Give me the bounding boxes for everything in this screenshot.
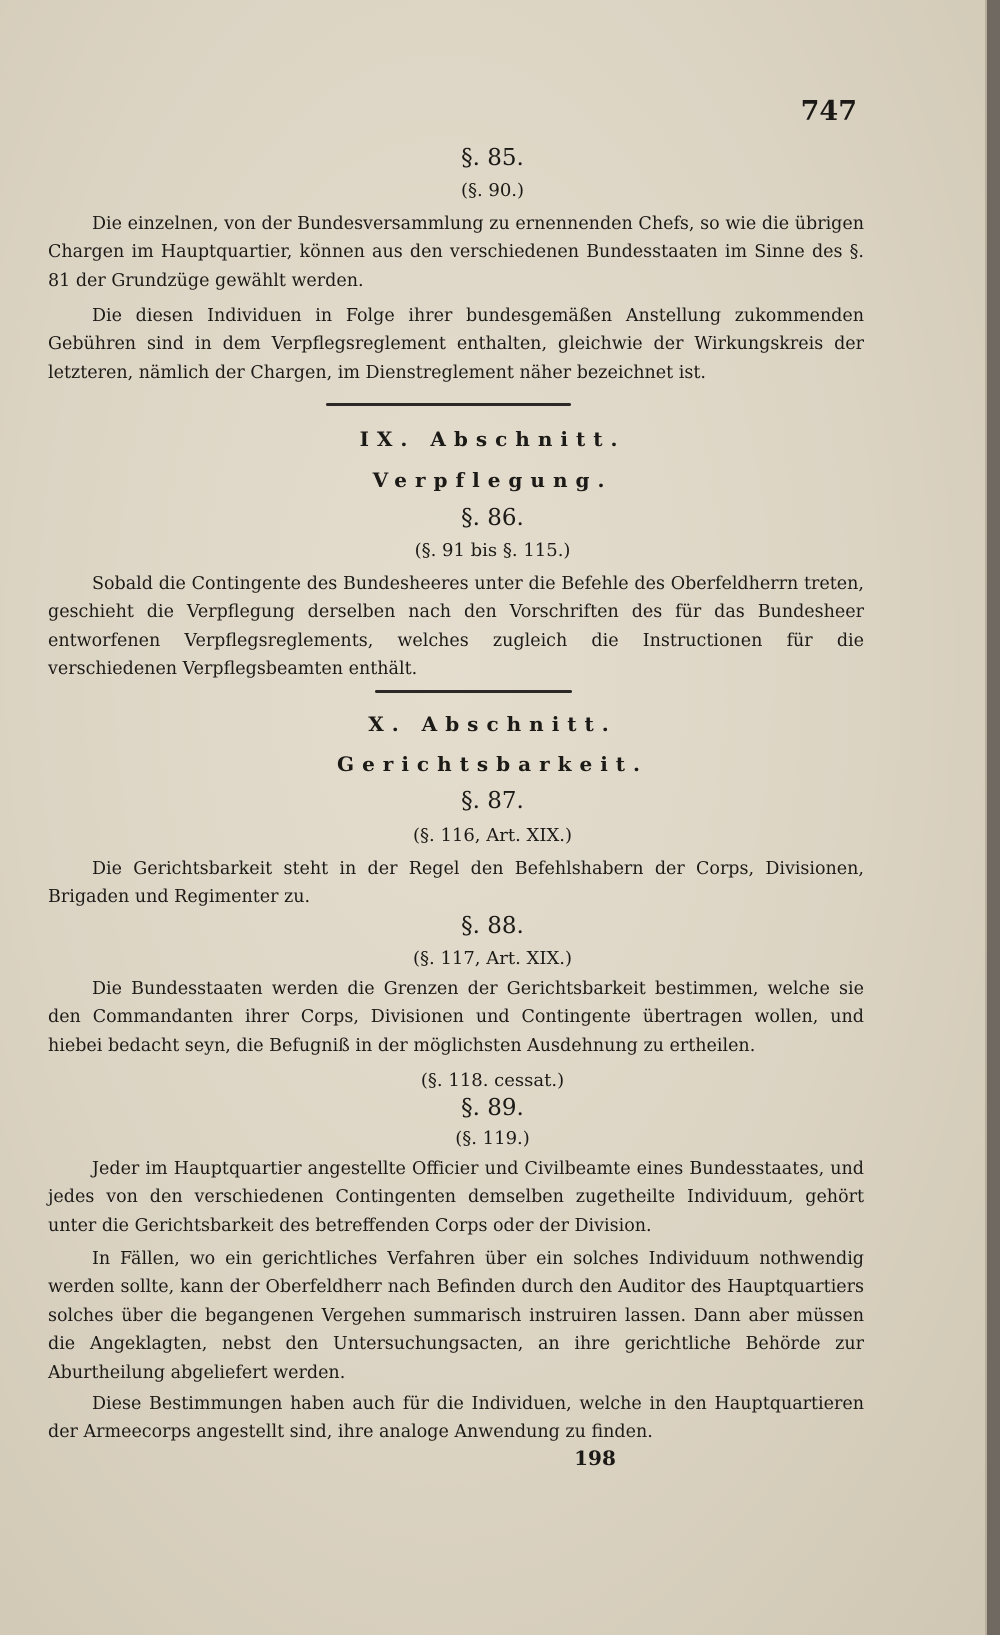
divider-rule	[326, 403, 571, 406]
section-85-title: §. 85.	[461, 145, 524, 171]
paragraph-89-3: Diese Bestimmungen haben auch für die Individuen, welche in den Hauptquartieren der Armeecorps angestellt sind, ihre analoge Anwendung zu finden.	[48, 1394, 864, 1443]
paragraph-85-2: Die diesen Individuen in Folge ihrer bundesgemäßen Anstellung zukommenden Gebühren sind in dem Verpflegsreglement enthalten, gleichwie der Wirkungskreis der letzteren, nämlich der Chargen, im Dienstreglement näher bezeichnet ist.	[48, 306, 864, 383]
paragraph-88: Die Bundesstaaten werden die Grenzen der Gerichtsbarkeit bestimmen, welche sie den Commandanten ihrer Corps, Divisionen und Contingente übertragen wollen, und hiebei bedacht seyn, die Befugniß in der möglichsten Ausdehnung zu ertheilen.	[48, 979, 864, 1056]
section-88-ref: (§. 117, Art. XIX.)	[412, 948, 573, 969]
chapter-ix-heading: IX. Abschnitt.	[359, 427, 626, 451]
paragraph-89-1: Jeder im Hauptquartier angestellte Officier und Civilbeamte eines Bundesstaates, und jedes von den verschiedenen Contingenten demselben zugetheilte Individuum, gehört unter die Gerichtsbarkeit des betreffenden Corps oder der Division.	[48, 1159, 864, 1236]
paragraph-86: Sobald die Contingente des Bundesheeres unter die Befehle des Oberfeldherrn treten, geschieht die Verpflegung derselben nach den Vorschriften des für das Bundesheer entworfenen Verpflegsreglements, welches zugleich die Instructionen für die verschiedenen Verpflegsbeamten enthält.	[48, 574, 864, 680]
paragraph-87: Die Gerichtsbarkeit steht in der Regel den Befehlshabern der Corps, Divisionen, Brigaden und Regimenter zu.	[48, 859, 864, 908]
section-86-title: §. 86.	[461, 505, 524, 531]
chapter-ix-subheading: Verpflegung.	[372, 468, 613, 492]
paragraph-89-2: In Fällen, wo ein gerichtliches Verfahren über ein solches Individuum nothwendig werden sollte, kann der Oberfeldherr nach Befinden durch den Auditor des Hauptquartiers solches über die begangenen Vergehen summarisch instruiren lassen. Dann aber müssen die Angeklagten, nebst den Untersuchungsacten, an ihre gerichtliche Behörde zur Aburtheilung abgeliefert werden.	[48, 1249, 864, 1383]
section-89-ref: (§. 119.)	[455, 1128, 530, 1149]
page-number: 747	[800, 96, 857, 127]
section-85-ref: (§. 90.)	[460, 180, 525, 201]
section-86-ref: (§. 91 bis §. 115.)	[414, 540, 571, 561]
section-88-title: §. 88.	[461, 913, 524, 939]
divider-rule	[375, 690, 572, 693]
section-87-title: §. 87.	[461, 788, 524, 814]
paragraph-85-1: Die einzelnen, von der Bundesversammlung zu ernennenden Chefs, so wie die übrigen Chargen im Hauptquartier, können aus den verschiedenen Bundesstaaten im Sinne des §. 81 der Grundzüge gewählt werden.	[48, 214, 864, 291]
section-89-title: §. 89.	[461, 1095, 524, 1121]
section-87-ref: (§. 116, Art. XIX.)	[412, 825, 573, 846]
chapter-x-heading: X. Abschnitt.	[368, 712, 617, 736]
section-118-ref: (§. 118. cessat.)	[420, 1070, 565, 1091]
chapter-x-subheading: Gerichtsbarkeit.	[336, 752, 649, 776]
sheet-number: 198	[574, 1446, 616, 1470]
